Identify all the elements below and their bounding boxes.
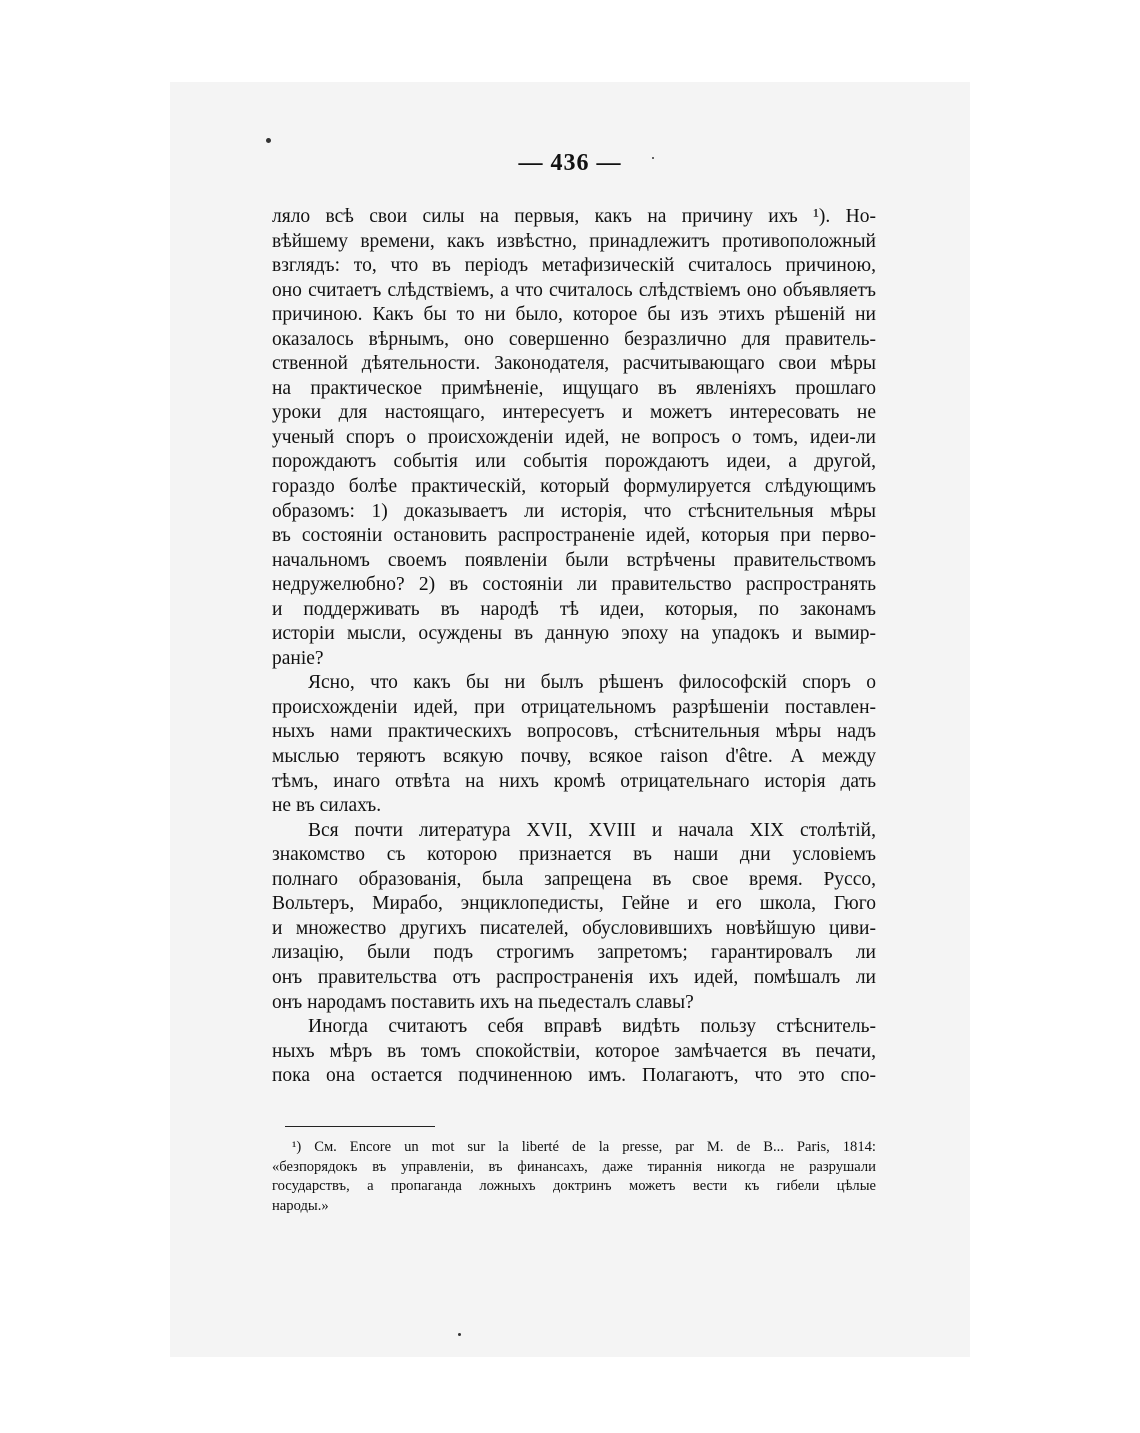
text-line: порождаютъ событія или событія порождаютъ идеи, а другой,: [272, 451, 876, 473]
ink-speck: [458, 1333, 461, 1336]
text-line: тѣмъ, инаго отвѣта на нихъ кромѣ отрицательнаго исторія дать: [272, 770, 876, 792]
text-line: гораздо болѣе практическій, который формулируется слѣдующимъ: [272, 476, 876, 498]
text-line: оно считаетъ слѣдствіемъ, а что считалось слѣдствіемъ оно объявляетъ: [272, 279, 876, 301]
text-line: ученый споръ о происхожденіи идей, не вопросъ о томъ, идеи-ли: [272, 426, 876, 448]
text-line: Вся почти литература XVII, XVIII и начала XIX столѣтій,: [308, 819, 876, 841]
text-line: Ясно, что какъ бы ни былъ рѣшенъ философскій споръ о: [308, 672, 876, 694]
footnote-line: государствъ, а пропаганда ложныхъ доктринъ можетъ вести къ гибели цѣлые: [272, 1178, 876, 1194]
text-line: полнаго образованія, была запрещена въ свое время. Руссо,: [272, 868, 876, 890]
text-line: не въ силахъ.: [272, 795, 382, 817]
text-line: лизацію, были подъ строгимъ запретомъ; гарантировалъ ли: [272, 942, 876, 964]
text-line: мыслью теряютъ всякую почву, всякое raison d'être. А между: [272, 746, 876, 768]
text-line: ныхъ мѣръ въ томъ спокойствіи, которое замѣчается въ печати,: [272, 1040, 876, 1062]
text-line: причиною. Какъ бы то ни было, которое бы изъ этихъ рѣшеній ни: [272, 304, 876, 326]
text-line: и множество другихъ писателей, обусловившихъ новѣйшую циви-: [272, 917, 876, 939]
text-line: ныхъ нами практическихъ вопросовъ, стѣснительныя мѣры надъ: [272, 721, 876, 743]
footnote-divider: [285, 1126, 435, 1127]
text-line: раніе?: [272, 647, 324, 669]
text-line: начальномъ своемъ появленіи были встрѣчены правительствомъ: [272, 549, 876, 571]
text-line: взглядъ: то, что въ періодъ метафизическій считалось причиною,: [272, 255, 876, 277]
body-text: [272, 205, 876, 1089]
ink-speck: [266, 138, 271, 143]
page-number: — 436 —: [518, 150, 622, 176]
text-line: вѣйшему времени, какъ извѣстно, принадлежитъ противоположный: [272, 230, 876, 252]
text-line: ляло всѣ свои силы на первыя, какъ на причину ихъ ¹). Но-: [272, 206, 876, 227]
text-line: происхожденіи идей, при отрицательномъ разрѣшеніи поставлен-: [272, 696, 876, 718]
text-line: пока она остается подчиненною имъ. Полагаютъ, что это спо-: [272, 1065, 876, 1087]
text-line: образомъ: 1) доказываетъ ли исторія, что стѣснительныя мѣры: [272, 500, 876, 522]
footnotes: [272, 1138, 876, 1216]
footnote-line: ¹) См. Encore un mot sur la liberté de la presse, par M. de B... Paris, 1814:: [292, 1139, 876, 1155]
text-line: ственной дѣятельности. Законодателя, расчитывающаго свои мѣры: [272, 353, 876, 375]
text-line: онъ народамъ поставить ихъ на пьедесталъ славы?: [272, 991, 694, 1013]
footnote-line: народы.»: [272, 1197, 329, 1214]
footnote-line: «безпорядокъ въ управленіи, въ финансахъ, даже тираннія никогда не разрушали: [272, 1158, 876, 1175]
text-line: Вольтеръ, Мирабо, энциклопедисты, Гейне и его школа, Гюго: [272, 893, 876, 915]
text-line: исторіи мысли, осуждены въ данную эпоху на упадокъ и вымир-: [272, 623, 876, 645]
text-line: Иногда считаютъ себя вправѣ видѣть пользу стѣснитель-: [308, 1016, 876, 1038]
text-line: уроки для настоящаго, интересуетъ и можетъ интересовать не: [272, 402, 876, 424]
text-line: онъ правительства отъ распространенія ихъ идей, помѣшалъ ли: [272, 966, 876, 988]
text-line: знакомство съ которою признается въ наши дни условіемъ: [272, 844, 876, 866]
text-line: въ состояніи остановить распространеніе идей, которыя при перво-: [272, 525, 876, 547]
text-line: на практическое примѣненіе, ищущаго въ явленіяхъ прошлаго: [272, 377, 876, 399]
text-line: оказалось вѣрнымъ, оно совершенно безразлично для правитель-: [272, 328, 876, 350]
text-line: недружелюбно? 2) въ состояніи ли правительство распространять: [272, 574, 876, 596]
text-line: и поддерживать въ народѣ тѣ идеи, которыя, по законамъ: [272, 598, 876, 620]
